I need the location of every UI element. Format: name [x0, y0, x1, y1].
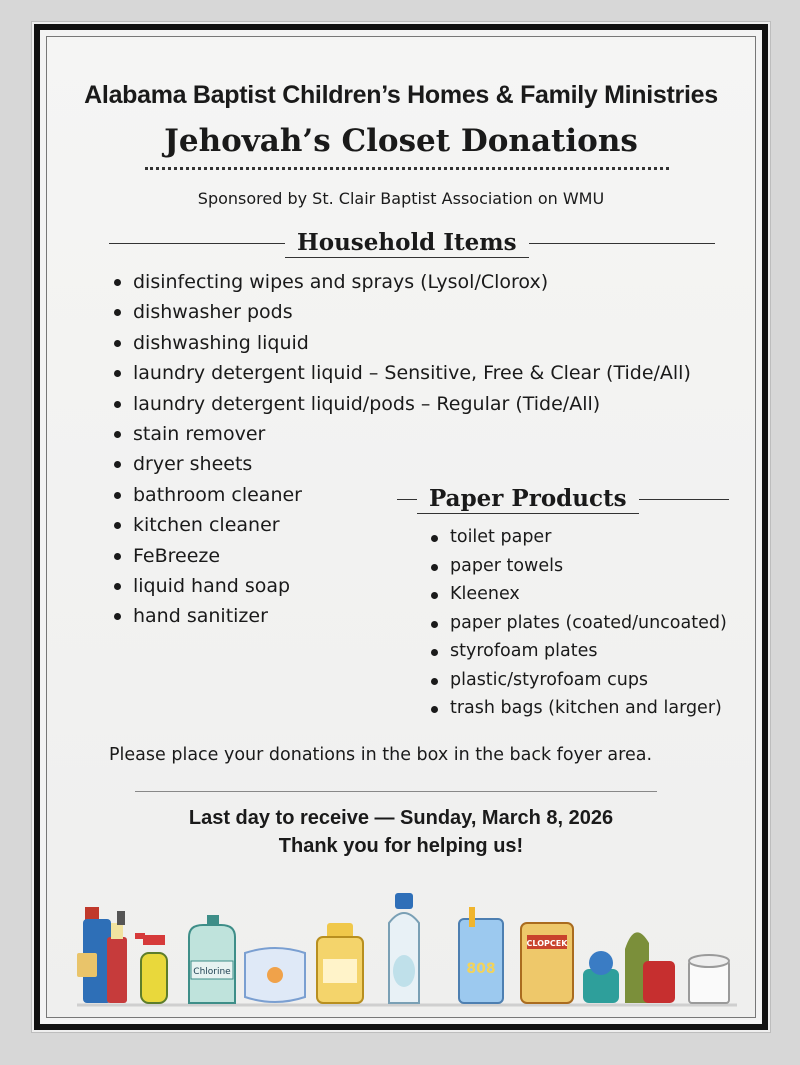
heading-rule-right: [639, 499, 729, 500]
list-item: bathroom cleaner: [111, 480, 691, 510]
diaper-pack-icon: [245, 948, 305, 1002]
cup-label: 808: [466, 961, 496, 977]
supplies-illustration: [77, 877, 737, 1007]
bleach-label: Chlorine: [193, 967, 231, 977]
list-item: liquid hand soap: [111, 571, 691, 601]
poster-paper: [46, 36, 756, 1018]
paper-list: [428, 523, 727, 723]
spray-bottles-icon: [77, 907, 127, 1003]
paper-heading: [397, 485, 729, 514]
heading-rule-left: [397, 499, 417, 500]
cup-icon: [459, 907, 503, 1003]
household-heading-label: Household Items: [285, 229, 529, 258]
paper-heading-label: Paper Products: [417, 485, 639, 514]
list-item: disinfecting wipes and sprays (Lysol/Clorox): [111, 267, 691, 297]
toilet-roll-icon: [689, 955, 729, 1003]
list-item: hand sanitizer: [111, 601, 691, 631]
bleach-jug-icon: [189, 915, 235, 1003]
list-item: dishwashing liquid: [111, 328, 691, 358]
heading-rule-right: [529, 243, 715, 244]
dotted-divider: [145, 167, 669, 170]
list-item: kitchen cleaner: [111, 510, 691, 540]
list-item: FeBreeze: [111, 541, 691, 571]
list-item: plastic/styrofoam cups: [428, 666, 727, 695]
snack-label: CLOPCEK: [526, 939, 568, 948]
thank-you-text: Thank you for helping us!: [278, 835, 524, 857]
list-item: styrofoam plates: [428, 637, 727, 666]
drop-off-note: Please place your donations in the box in the back foyer area.: [109, 745, 653, 765]
list-item: paper plates (coated/uncoated): [428, 609, 727, 638]
canister-icon: [317, 923, 363, 1003]
list-item: laundry detergent liquid/pods – Regular (Tide/All): [111, 389, 691, 419]
detergent-bottle-icon: [389, 893, 419, 1003]
list-item: trash bags (kitchen and larger): [428, 694, 727, 723]
snack-bag-icon: [521, 923, 573, 1003]
poster-title: Jehovah’s Closet Donations: [164, 123, 638, 159]
organization-name: Alabama Baptist Children’s Homes & Family Ministries: [84, 81, 718, 109]
spray-bottle-icon: [135, 933, 167, 1003]
list-item: paper towels: [428, 552, 727, 581]
household-heading: [109, 229, 715, 258]
sponsor-line: Sponsored by St. Clair Baptist Association on WMU: [197, 189, 605, 208]
list-item: toilet paper: [428, 523, 727, 552]
list-item: Kleenex: [428, 580, 727, 609]
list-item: dryer sheets: [111, 449, 691, 479]
footer-divider: [135, 791, 657, 792]
list-item: dishwasher pods: [111, 297, 691, 327]
heading-rule-left: [109, 243, 285, 244]
toys-icon: [583, 932, 675, 1003]
deadline-text: Last day to receive — Sunday, March 8, 2026: [188, 807, 614, 829]
donation-poster: [34, 24, 768, 1030]
list-item: laundry detergent liquid – Sensitive, Free & Clear (Tide/All): [111, 358, 691, 388]
list-item: stain remover: [111, 419, 691, 449]
